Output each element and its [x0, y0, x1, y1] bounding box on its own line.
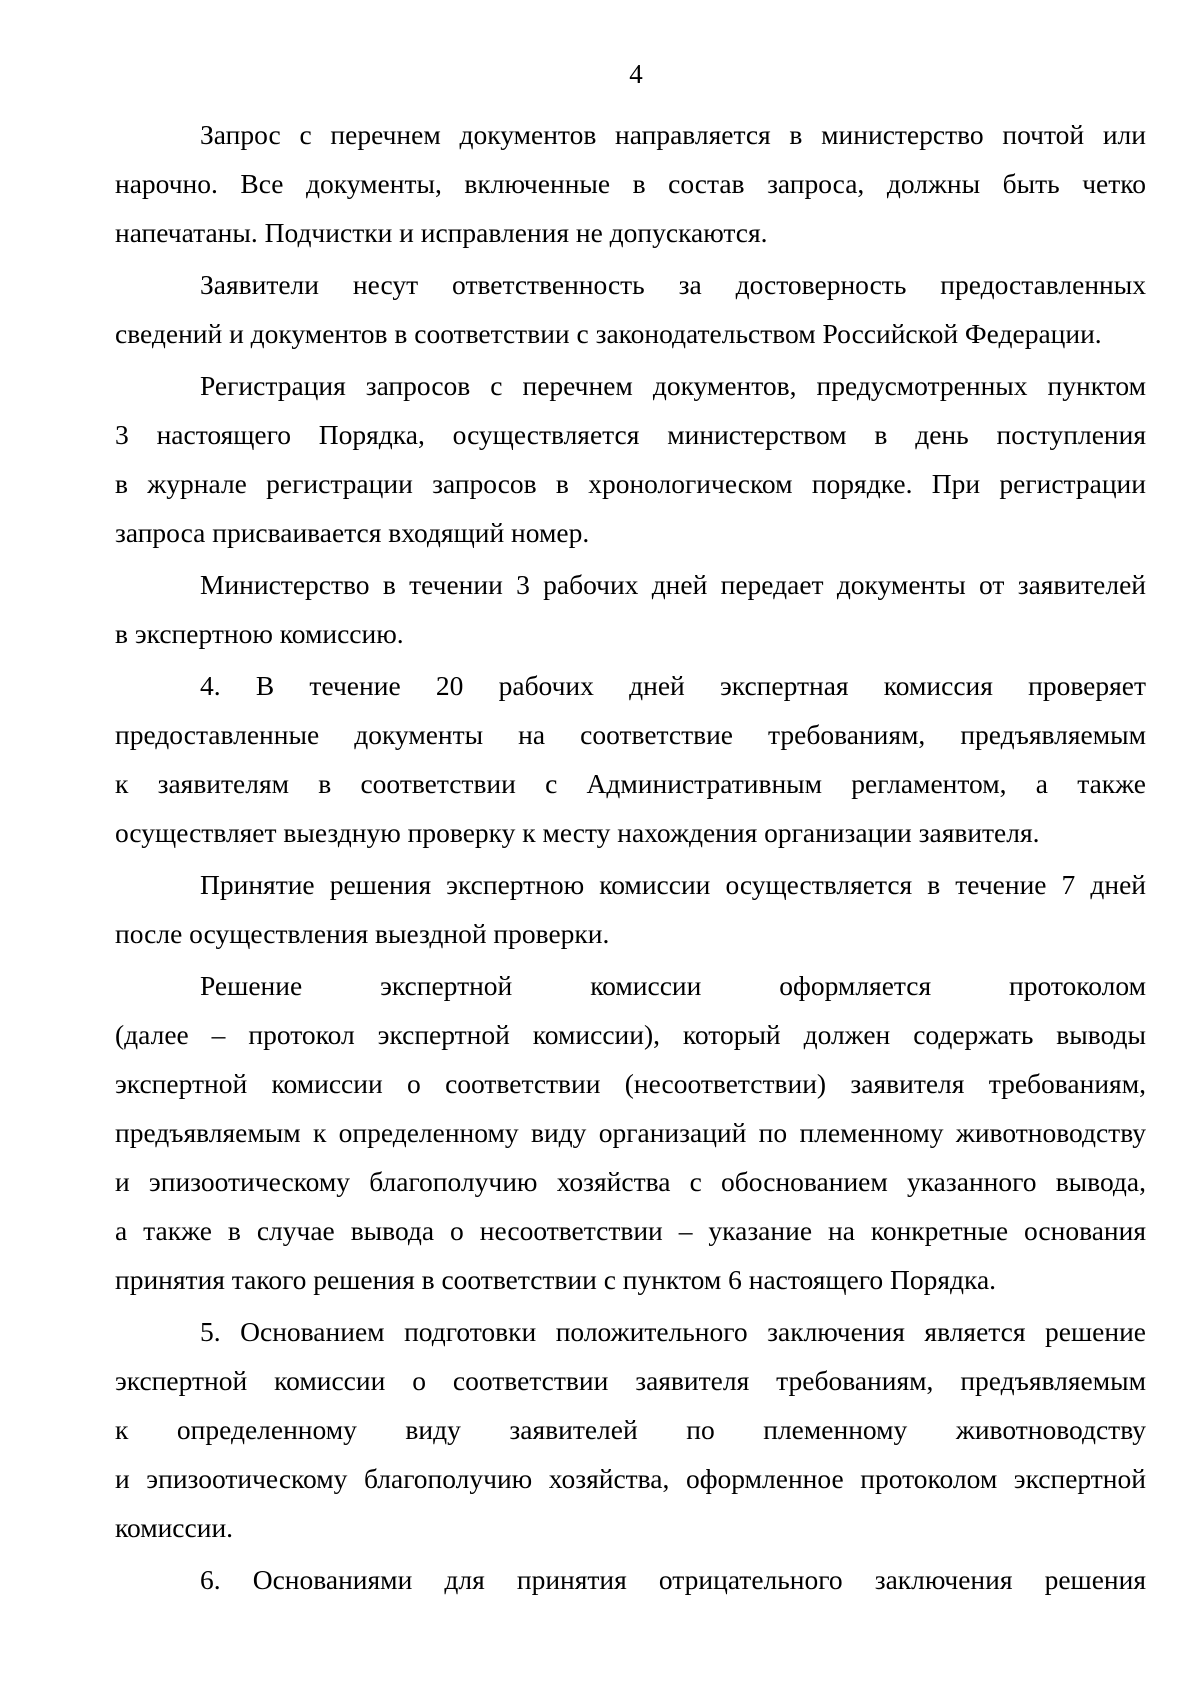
text-line: к определенному виду заявителей по племенному животноводству [115, 1414, 1146, 1445]
text-line: 5. Основанием подготовки положительного заключения является решение [200, 1316, 1146, 1347]
paragraph-registration [115, 361, 1146, 557]
text-line: напечатаны. Подчистки и исправления не допускаются. [115, 217, 768, 248]
text-line: Запрос с перечнем документов направляется в министерство почтой или [200, 119, 1146, 150]
text-line: Решение экспертной комиссии оформляется протоколом [200, 970, 1146, 1001]
text-line: экспертной комиссии о соответствии заявителя требованиям, предъявляемым [115, 1365, 1146, 1396]
paragraph-item-6 [115, 1555, 1146, 1604]
text-line: и эпизоотическому благополучию хозяйства, оформленное протоколом экспертной [115, 1463, 1146, 1494]
text-line: нарочно. Все документы, включенные в состав запроса, должны быть четко [115, 168, 1146, 199]
paragraph-protocol [115, 961, 1146, 1304]
page-number: 4 [629, 59, 643, 89]
text-line: Заявители несут ответственность за достоверность предоставленных [200, 269, 1146, 300]
text-line: (далее – протокол экспертной комиссии), который должен содержать выводы [115, 1019, 1146, 1050]
paragraph-item-5 [115, 1307, 1146, 1552]
text-line: комиссии. [115, 1512, 234, 1543]
text-line: 4. В течение 20 рабочих дней экспертная комиссия проверяет [200, 670, 1146, 701]
text-line: предъявляемым к определенному виду организаций по племенному животноводству [115, 1117, 1146, 1148]
text-line: 3 настоящего Порядка, осуществляется министерством в день поступления [115, 419, 1146, 450]
text-line: Регистрация запросов с перечнем документов, предусмотренных пунктом [200, 370, 1146, 401]
text-line: в экспертною комиссию. [115, 618, 404, 649]
text-line: в журнале регистрации запросов в хронологическом порядке. При регистрации [115, 468, 1146, 499]
text-line: экспертной комиссии о соответствии (несоответствии) заявителя требованиям, [115, 1068, 1146, 1099]
paragraph-request-submission [115, 110, 1146, 257]
text-line: после осуществления выездной проверки. [115, 918, 610, 949]
paragraph-ministry-transfer [115, 560, 1146, 658]
text-line: Принятие решения экспертною комиссии осуществляется в течение 7 дней [200, 869, 1146, 900]
text-line: и эпизоотическому благополучию хозяйства с обоснованием указанного вывода, [115, 1166, 1146, 1197]
text-line: осуществляет выездную проверку к месту нахождения организации заявителя. [115, 817, 1040, 848]
document-body [115, 110, 1146, 1607]
text-line: сведений и документов в соответствии с законодательством Российской Федерации. [115, 318, 1102, 349]
text-line: Министерство в течении 3 рабочих дней передает документы от заявителей [200, 569, 1146, 600]
paragraph-decision-timing [115, 860, 1146, 958]
text-line: 6. Основаниями для принятия отрицательного заключения решения [200, 1564, 1146, 1595]
paragraph-item-4 [115, 661, 1146, 857]
paragraph-applicant-responsibility [115, 260, 1146, 358]
text-line: а также в случае вывода о несоответствии – указание на конкретные основания [115, 1215, 1146, 1246]
text-line: к заявителям в соответствии с Административным регламентом, а также [115, 768, 1146, 799]
text-line: предоставленные документы на соответствие требованиям, предъявляемым [115, 719, 1146, 750]
text-line: принятия такого решения в соответствии с пунктом 6 настоящего Порядка. [115, 1264, 997, 1295]
text-line: запроса присваивается входящий номер. [115, 517, 590, 548]
